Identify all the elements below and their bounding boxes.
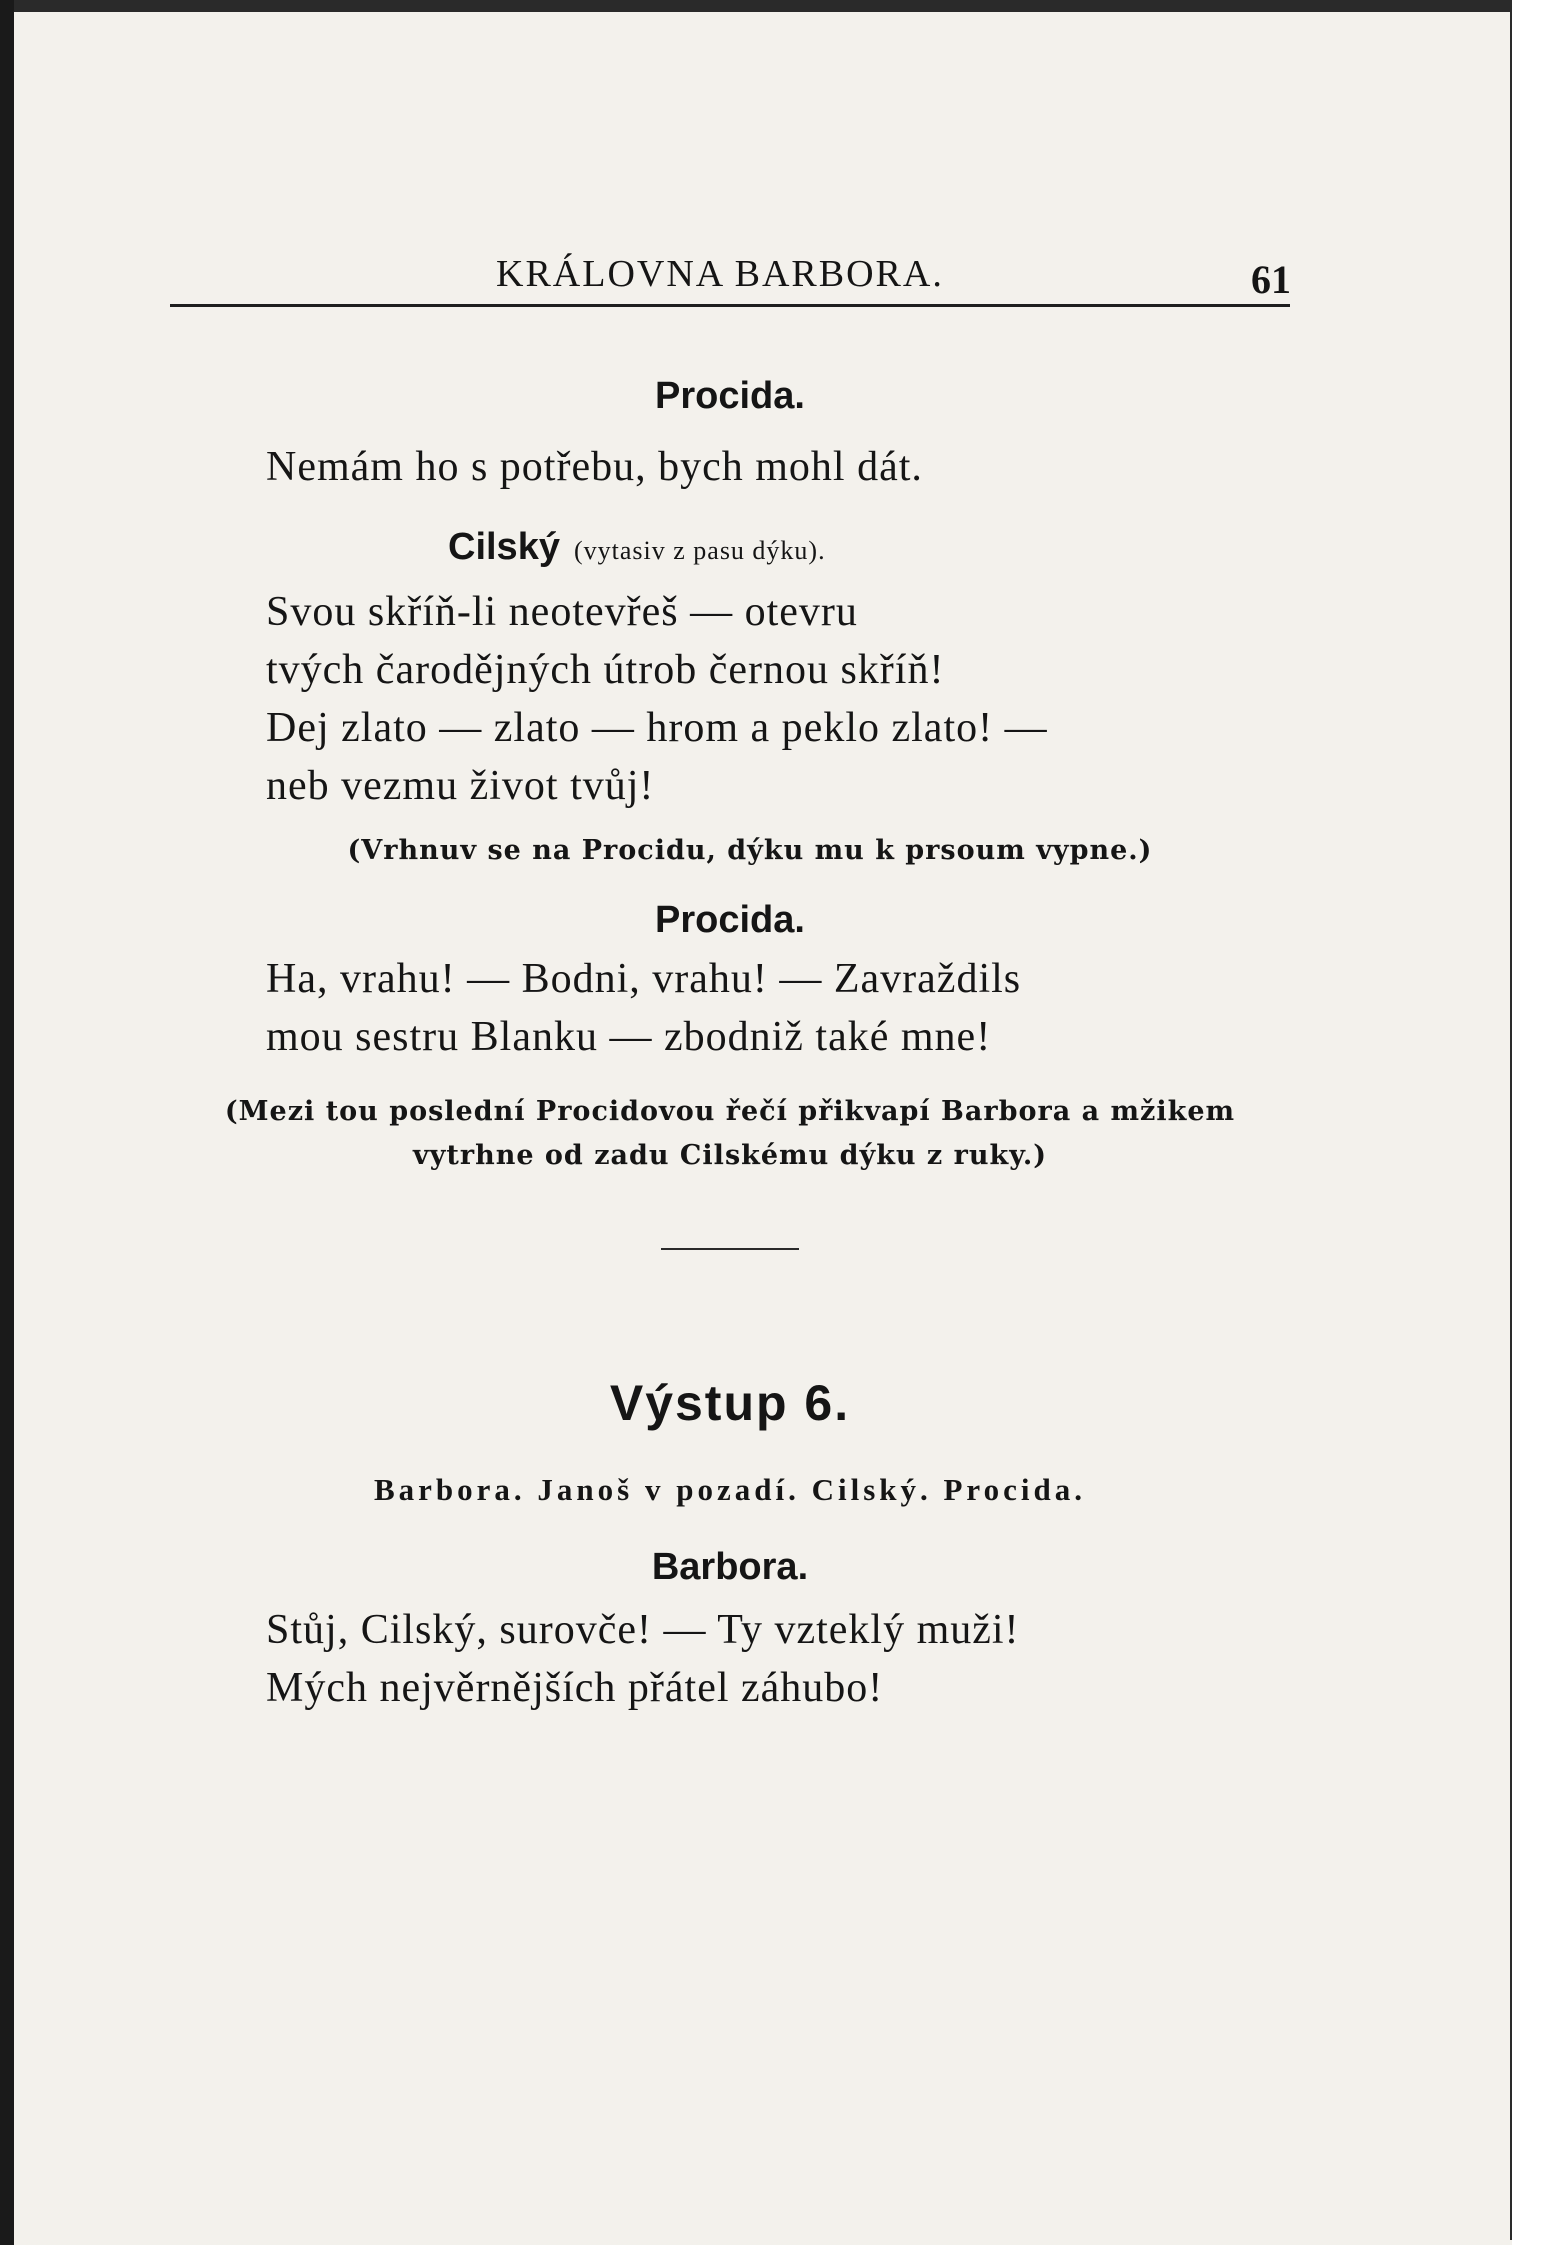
verse-block bbox=[170, 583, 1290, 815]
verse-line: Svou skříň-li neotevřeš — otevru bbox=[266, 589, 858, 635]
stage-direction-block bbox=[170, 1090, 1290, 1178]
speaker-procida-2: Procida. bbox=[655, 899, 805, 941]
verse-line: Stůj, Cilský, surovče! — Ty vzteklý muži! bbox=[266, 1607, 1020, 1653]
page-number: 61 bbox=[1251, 257, 1291, 302]
page-content bbox=[170, 230, 1290, 1717]
scene-title: Výstup 6. bbox=[609, 1375, 851, 1431]
verse-line: Dej zlato — zlato — hrom a peklo zlato! — bbox=[266, 705, 1048, 751]
stage-direction: vytrhne od zadu Cilskému dýku z ruky.) bbox=[413, 1140, 1047, 1171]
scan-edge-left bbox=[0, 0, 14, 2245]
scene-cast: Barbora. Janoš v pozadí. Cilský. Procida. bbox=[373, 1472, 1086, 1507]
running-title: KRÁLOVNA BARBORA. bbox=[496, 253, 944, 295]
speaker-cilsky bbox=[170, 526, 1290, 569]
verse-line: mou sestru Blanku — zbodniž také mne! bbox=[266, 1014, 992, 1060]
section-divider bbox=[661, 1248, 799, 1250]
verse-block bbox=[170, 950, 1290, 1066]
scan-margin-right bbox=[1512, 0, 1546, 2245]
running-head bbox=[170, 230, 1290, 302]
speaker-name: Cilský bbox=[448, 526, 560, 568]
header-rule bbox=[170, 304, 1290, 307]
verse-block bbox=[170, 1601, 1290, 1717]
verse-line: tvých čarodějných útrob černou skříň! bbox=[266, 647, 945, 693]
stage-direction: (Mezi tou poslední Procidovou řečí přikvapí Barbora a mžikem bbox=[224, 1096, 1236, 1127]
verse-line: neb vezmu život tvůj! bbox=[266, 763, 655, 809]
stage-direction-inline: (vytasiv z pasu dýku). bbox=[573, 536, 826, 565]
verse-line: Nemám ho s potřebu, bych mohl dát. bbox=[266, 444, 923, 490]
verse-line: Ha, vrahu! — Bodni, vrahu! — Zavraždils bbox=[266, 956, 1022, 1002]
verse-line: Mých nejvěrnějších přátel záhubo! bbox=[266, 1665, 884, 1711]
stage-direction: (Vrhnuv se na Procidu, dýku mu k prsoum vypne.) bbox=[347, 835, 1153, 866]
speaker-barbora: Barbora. bbox=[651, 1546, 809, 1588]
scan-edge-top bbox=[0, 0, 1512, 12]
speaker-procida-1: Procida. bbox=[655, 375, 805, 417]
